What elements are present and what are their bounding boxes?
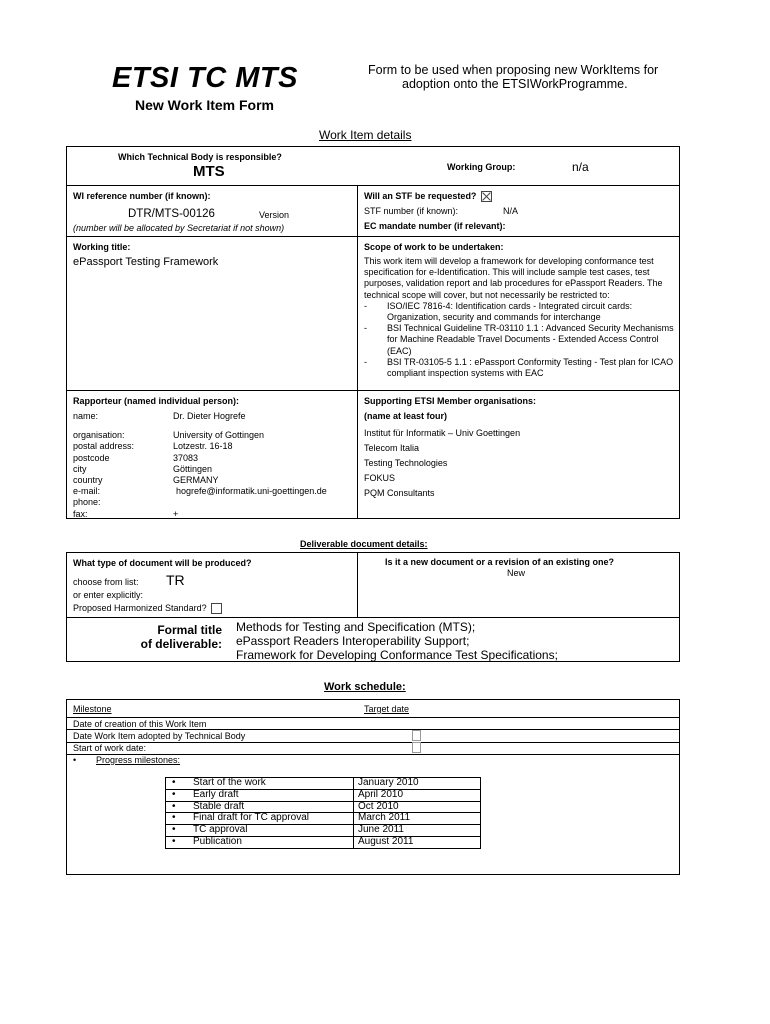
- rapporteur-name: Dr. Dieter Hogrefe: [173, 411, 246, 421]
- schedule-row-creation: Date of creation of this Work Item: [73, 719, 207, 729]
- milestone-date[interactable]: January 2010: [354, 778, 481, 790]
- milestone-date[interactable]: April 2010: [354, 789, 481, 801]
- harmonized-standard-label: Proposed Harmonized Standard?: [73, 603, 222, 614]
- stf-number-label: STF number (if known):: [364, 206, 459, 216]
- milestone-name: TC approval: [193, 824, 248, 836]
- rapporteur-postal-address: Lotzestr. 16-18: [173, 441, 233, 452]
- schedule-row-adopted: Date Work Item adopted by Technical Body: [73, 731, 246, 741]
- table-row: • Stable draft Oct 2010: [166, 801, 481, 813]
- document-type-label: What type of document will be produced?: [73, 558, 252, 568]
- wi-reference-label: WI reference number (if known):: [73, 191, 211, 201]
- supporting-member: FOKUS: [364, 473, 396, 483]
- scope-label: Scope of work to be undertaken:: [364, 242, 504, 252]
- table-row: • Early draft April 2010: [166, 789, 481, 801]
- new-or-revision-value[interactable]: New: [507, 568, 526, 578]
- stf-requested-checkbox[interactable]: [481, 191, 492, 202]
- new-or-revision-label: Is it a new document or a revision of an existing one?: [385, 557, 615, 567]
- milestone-date[interactable]: June 2011: [354, 825, 481, 837]
- version-label: Version: [259, 210, 290, 220]
- rapporteur-country: GERMANY: [173, 475, 219, 486]
- rapporteur-fax: +: [173, 508, 179, 519]
- table-row: • TC approval June 2011: [166, 825, 481, 837]
- target-date-header: Target date: [364, 704, 410, 714]
- milestone-date[interactable]: August 2011: [354, 836, 481, 848]
- deliverable-section-title: Deliverable document details:: [300, 539, 428, 549]
- technical-body-label: Which Technical Body is responsible?: [118, 152, 282, 162]
- supporting-member: Telecom Italia: [364, 443, 420, 453]
- schedule-row-start: Start of work date:: [73, 743, 147, 753]
- start-date-input[interactable]: [412, 742, 421, 753]
- form-subtitle: New Work Item Form: [135, 97, 274, 113]
- choose-from-list-label: choose from list:: [73, 577, 139, 587]
- milestone-header: Milestone: [73, 704, 112, 714]
- supporting-members-sublabel: (name at least four): [364, 411, 448, 421]
- scope-text[interactable]: [364, 256, 674, 389]
- work-schedule-section-title: Work schedule:: [324, 681, 406, 693]
- form-usage-note-line-1: Form to be used when proposing new WorkItems for: [368, 63, 659, 77]
- milestone-date[interactable]: March 2011: [354, 813, 481, 825]
- progress-milestones-table: [165, 777, 481, 849]
- milestone-name: Stable draft: [193, 800, 245, 812]
- scope-item: - ISO/IEC 7816-4: Identification cards - Integrated circuit cards: Organization, security and commands for interchange: [364, 300, 633, 323]
- supporting-member: PQM Consultants: [364, 488, 435, 498]
- working-group-value[interactable]: n/a: [572, 160, 589, 174]
- rapporteur-labels-column: name: organisation: postal address: postcode city country e-mail: phone: fax:: [73, 411, 135, 519]
- stf-requested-label: Will an STF be requested?: [364, 191, 492, 202]
- wi-reference-note: (number will be allocated by Secretariat if not shown): [73, 223, 285, 233]
- table-row: • Start of the work January 2010: [166, 778, 481, 790]
- working-title-label: Working title:: [73, 242, 131, 252]
- working-title-value[interactable]: ePassport Testing Framework: [73, 256, 219, 268]
- rapporteur-postcode: 37083: [173, 452, 199, 463]
- rapporteur-values-column[interactable]: [173, 411, 327, 520]
- scope-item: - BSI Technical Guideline TR-03110 1.1 : Advanced Security Mechanisms for Machine Readable Travel Documents - Extended Access Control (EAC): [364, 323, 674, 356]
- ec-mandate-label: EC mandate number (if relevant):: [364, 221, 506, 231]
- scope-intro: This work item will develop a framework for developing conformance test specification for e-Identification. This will include sample test cases, test purposes, validation report and lab procedures for ePassport Readers. The technical scope will cover, but not necessarily be restricted to:: [364, 256, 663, 300]
- rapporteur-email: hogrefe@informatik.uni-goettingen.de: [176, 486, 327, 497]
- form-usage-note-line-2: adoption onto the ETSIWorkProgramme.: [402, 77, 628, 91]
- supporting-member: Testing Technologies: [364, 458, 448, 468]
- wi-reference-value[interactable]: DTR/MTS-00126: [128, 208, 215, 220]
- supporting-members-list[interactable]: [364, 426, 520, 501]
- form-title: ETSI TC MTS: [112, 62, 298, 94]
- document-type-select[interactable]: TR: [166, 572, 185, 588]
- supporting-member: Institut für Informatik – Univ Goettingen: [364, 428, 521, 438]
- working-group-label: Working Group:: [447, 162, 516, 172]
- formal-title-value[interactable]: Methods for Testing and Specification (MTS); ePassport Readers Interoperability Support; Framework for Developing Conformance Test Specifications;: [236, 620, 558, 662]
- rapporteur-label: Rapporteur (named individual person):: [73, 396, 240, 406]
- milestone-name: Publication: [193, 835, 242, 847]
- progress-milestones-label: • Progress milestones:: [73, 755, 181, 765]
- supporting-members-label: Supporting ETSI Member organisations:: [364, 396, 537, 406]
- milestone-name: Early draft: [193, 788, 239, 800]
- rapporteur-organisation: University of Gottingen: [173, 430, 265, 441]
- milestone-date[interactable]: Oct 2010: [354, 801, 481, 813]
- enter-explicitly-label: or enter explicitly:: [73, 590, 144, 600]
- rapporteur-city: Göttingen: [173, 463, 213, 474]
- harmonized-standard-checkbox[interactable]: [211, 603, 222, 614]
- milestone-name: Final draft for TC approval: [193, 812, 309, 824]
- adopted-date-input[interactable]: [412, 730, 421, 741]
- scope-item: - BSI TR-03105-5 1.1 : ePassport Conformity Testing - Test plan for ICAO compliant inspection systems with EAC: [364, 356, 674, 379]
- formal-title-label: Formal title of deliverable:: [140, 623, 222, 651]
- milestone-name: Start of the work: [193, 777, 266, 788]
- work-item-section-title: Work Item details: [319, 128, 412, 142]
- stf-number-value[interactable]: N/A: [503, 206, 519, 216]
- table-row: • Publication August 2011: [166, 836, 481, 848]
- table-row: • Final draft for TC approval March 2011: [166, 813, 481, 825]
- technical-body-value[interactable]: MTS: [193, 163, 225, 180]
